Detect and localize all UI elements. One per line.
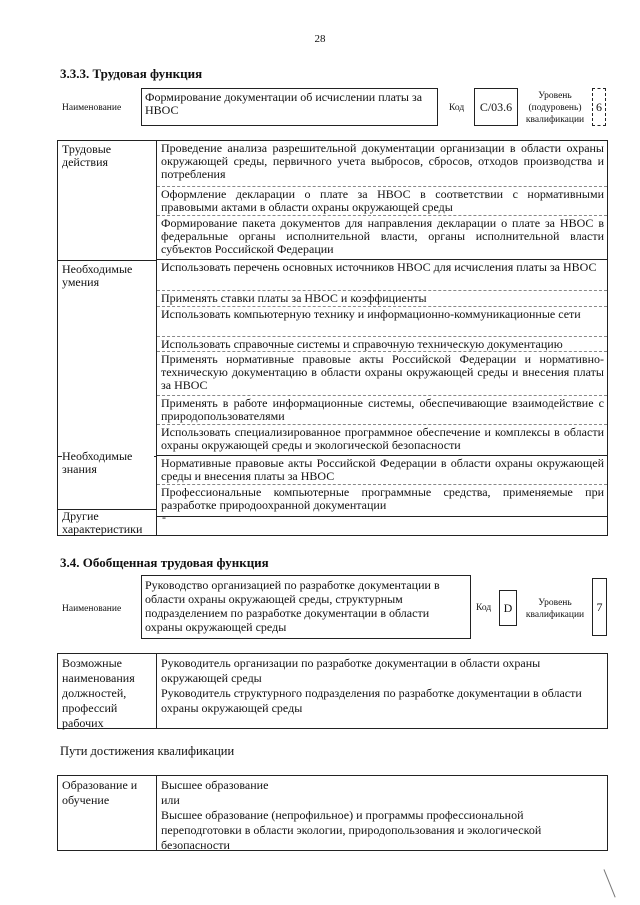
list-item: Высшее образование <box>161 778 269 792</box>
education-table <box>57 775 608 851</box>
education-label: Образование и обучение <box>62 778 138 807</box>
group-items-skills <box>157 260 607 456</box>
list-item: Формирование пакета документов для направления декларации о плате за НВОС в федеральные органы исполнительной власти, органы исполнительной власти субъектов Российской Федерации <box>157 216 607 260</box>
group-items-other: - <box>162 510 166 524</box>
code-label: Код <box>449 103 465 113</box>
scan-mark <box>603 869 617 898</box>
level-value-2: 7 <box>592 578 607 636</box>
group-items-knowledge <box>157 456 607 517</box>
labor-function-table <box>57 140 608 536</box>
education-list <box>161 778 601 853</box>
list-item: Высшее образование (непрофильное) и программы профессиональной переподготовки в области экологии, природопользования и экологической безопасности <box>161 808 542 852</box>
positions-table <box>57 653 608 729</box>
level-label: Уровень (подуровень) квалификации <box>525 91 585 125</box>
group-items-actions <box>157 141 607 260</box>
list-item: или <box>161 793 180 807</box>
list-item: Профессиональные компьютерные программные средства, применяемые при разработке природоохранной документации <box>157 485 607 517</box>
name-value: Формирование документации об исчислении платы за НВОС <box>141 88 438 126</box>
section-title-3-4: 3.4. Обобщенная трудовая функция <box>60 555 269 570</box>
level-value: 6 <box>592 88 606 126</box>
list-item: Использовать перечень основных источников НВОС для исчисления платы за НВОС <box>157 260 607 291</box>
page-number: 28 <box>314 33 326 45</box>
list-item: Использовать специализированное программное обеспечение и комплексы в области охраны окружающей среды и экологической безопасности <box>157 425 607 456</box>
group-label-knowledge: Необходимые знания <box>62 450 154 476</box>
name-label-2: Наименование <box>62 604 122 614</box>
list-item: Применять ставки платы за НВОС и коэффициенты <box>157 291 607 307</box>
code-value-2: D <box>499 590 517 626</box>
section-title-3-3-3: 3.3.3. Трудовая функция <box>60 66 203 81</box>
list-item: Использовать компьютерную технику и информационно-коммуникационные сети <box>157 307 607 337</box>
name-label: Наименование <box>62 103 122 113</box>
name-value-2: Руководство организацией по разработке документации в области охраны окружающей среды, структурным подразделением по разработке документации в области охраны окружающей среды <box>141 575 471 639</box>
group-label-other: Другие характеристики <box>62 509 143 536</box>
list-item: Применять в работе информационные системы, обеспечивающие взаимодействие с природопользователями <box>157 396 607 425</box>
level-label-2: Уровень квалификации <box>525 598 585 620</box>
positions-list <box>161 656 601 716</box>
paths-title: Пути достижения квалификации <box>60 744 235 758</box>
list-item: Нормативные правовые акты Российской Федерации в области охраны окружающей среды и внесения платы за НВОС <box>157 456 607 485</box>
group-label-actions: Трудовые действия <box>62 142 112 169</box>
list-item: Применять нормативные правовые акты Российской Федерации и нормативно-техническую документацию в области охраны окружающей среды и внесения платы за НВОС <box>157 352 607 396</box>
code-label-2: Код <box>476 603 492 613</box>
list-item: Использовать справочные системы и справочную техническую документацию <box>157 337 607 352</box>
list-item: Руководитель организации по разработке документации в области охраны окружающей среды <box>161 656 541 685</box>
list-item: Руководитель структурного подразделения по разработке документации в области охраны окружающей среды <box>161 686 582 715</box>
list-item: Проведение анализа разрешительной документации организации в области охраны окружающей среды, первичного учета выбросов, сбросов, отходов производства и потребления <box>157 141 607 187</box>
code-value: C/03.6 <box>474 88 518 126</box>
positions-label: Возможные наименования должностей, профессий рабочих <box>62 656 135 730</box>
group-label-skills: Необходимые умения <box>62 262 133 289</box>
list-item: Оформление декларации о плате за НВОС в соответствии с нормативными правовыми актами в области охраны окружающей среды <box>157 187 607 216</box>
